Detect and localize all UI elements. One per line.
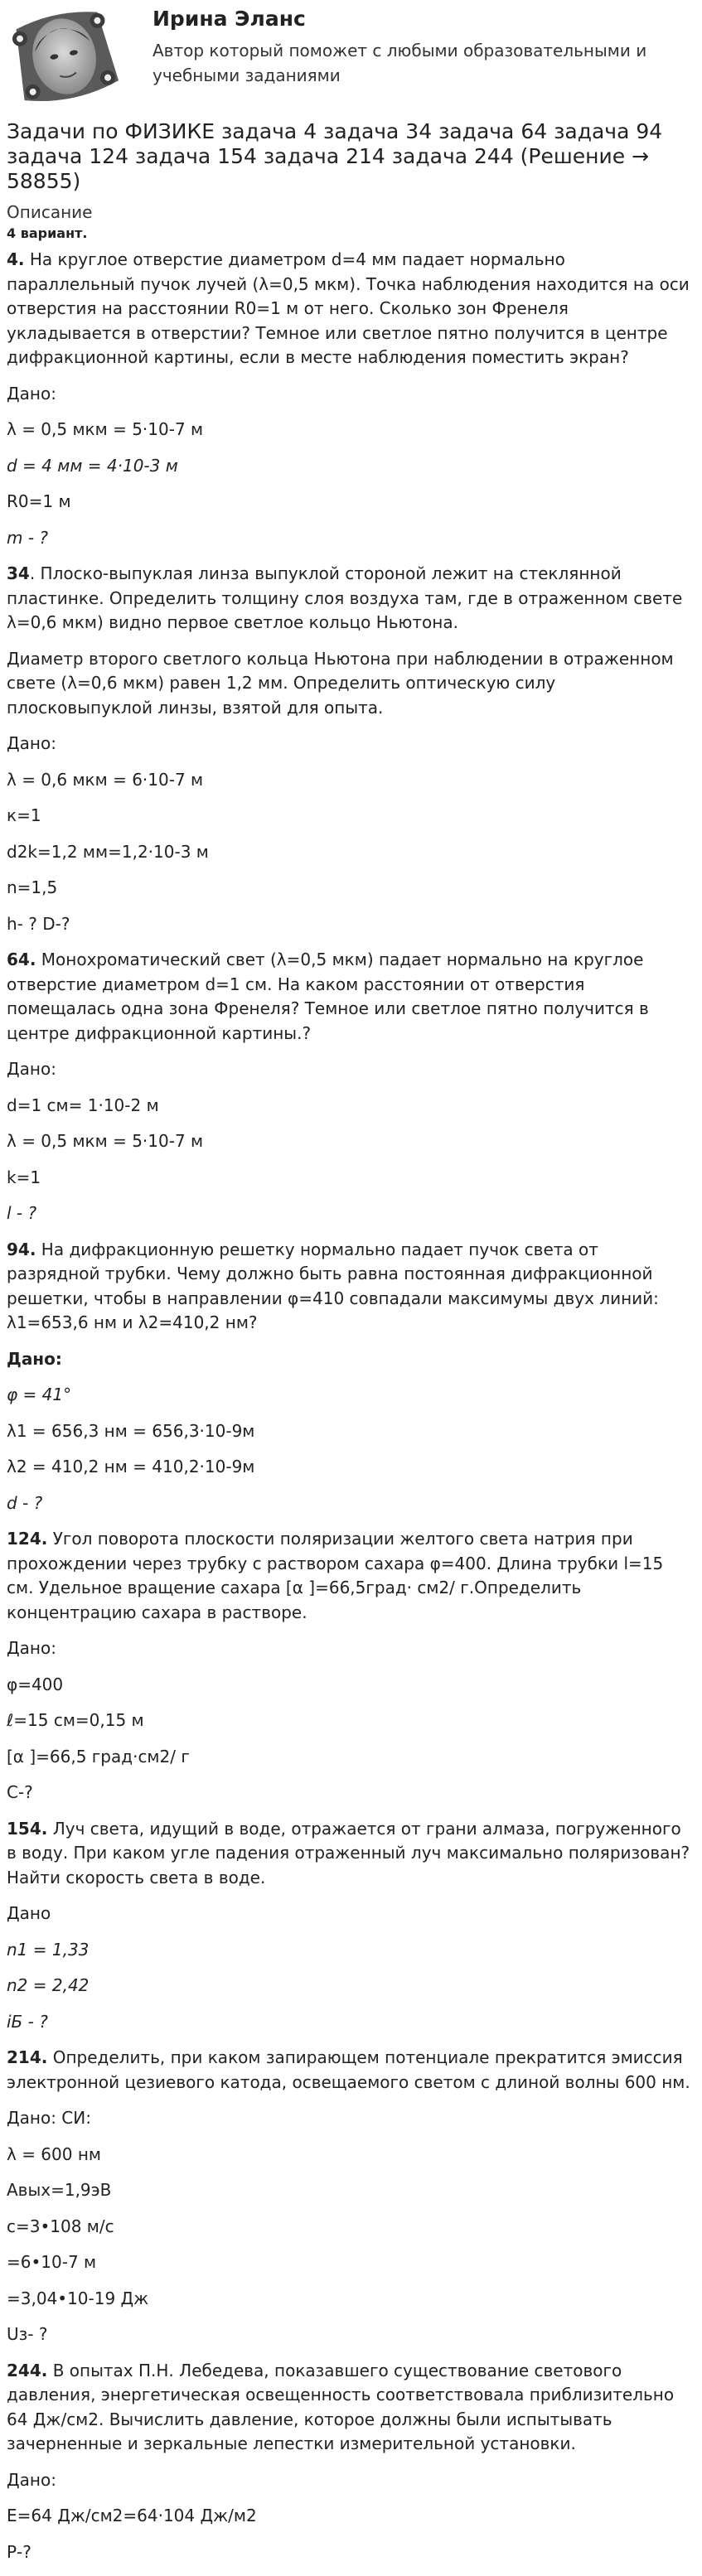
problem-number: 154. — [7, 1818, 48, 1839]
problem-text: Определить, при каком запирающем потенциале прекратится эмиссия электронной цезиевого катода, освещаемого светом с длиной волны 600 нм. — [7, 2047, 690, 2092]
given-line: Uз- ? — [7, 2324, 48, 2344]
problem-94 — [7, 1238, 693, 1516]
given-line: R0=1 м — [7, 491, 71, 511]
given-line: m - ? — [7, 527, 49, 548]
variant-heading: 4 вариант. — [7, 225, 88, 241]
problems-content — [7, 225, 693, 2576]
problem-text: Монохроматический свет (λ=0,5 мкм) падает нормально на круглое отверстие диаметром d=1 см. На каком расстоянии от отверстия помещалась одна зона Френеля? Темное или светлое пятно получится в центре дифракционной картины.? — [7, 950, 649, 1043]
avatar[interactable] — [7, 5, 123, 111]
problem-64 — [7, 948, 693, 1226]
given-label: Дано: — [7, 383, 56, 404]
given-line: λ = 0,5 мкм = 5·10-7 м — [7, 419, 204, 439]
given-line: Е=64 Дж/см2=64·104 Дж/м2 — [7, 2506, 257, 2525]
author-header — [0, 0, 702, 116]
avatar-frame-icon — [7, 5, 123, 111]
given-line: λ2 = 410,2 нм = 410,2·10-9м — [7, 1457, 255, 1476]
problem-4 — [7, 248, 693, 550]
problem-text: Угол поворота плоскости поляризации желтого света натрия при прохождении через трубку с раствором сахара φ=400. Длина трубки l=15 см. Удельное вращение сахара [α ]=66,5град· см2/ г.Определить концентрацию сахара в растворе. — [7, 1529, 664, 1622]
given-line: [α ]=66,5 град·см2/ г — [7, 1746, 190, 1766]
given-line: d - ? — [7, 1492, 43, 1513]
given-line: d=1 см= 1·10-2 м — [7, 1095, 159, 1115]
given-label: Дано: СИ: — [7, 2108, 91, 2128]
problem-text: На круглое отверстие диаметром d=4 мм падает нормально параллельный пучок лучей (λ=0,5 мкм). Точка наблюдения находится на оси отверстия на расстоянии R0=1 м от него. Сколько зон Френеля укладывается в отверстии? Темное или светлое пятно получится в центре дифракционной картины, если в месте наблюдения поместить экран? — [7, 249, 690, 367]
given-line: λ = 0,5 мкм = 5·10-7 м — [7, 1131, 204, 1151]
problem-124 — [7, 1527, 693, 1805]
author-name[interactable]: Ирина Эланс — [153, 7, 306, 31]
problem-154 — [7, 1817, 693, 2035]
problem-244 — [7, 2359, 693, 2565]
given-line: С-? — [7, 1782, 33, 1802]
given-line: l - ? — [7, 1203, 37, 1223]
given-line: n1 = 1,33 — [7, 1939, 90, 1960]
page-title: Задачи по ФИЗИКЕ задача 4 задача 34 задача 64 задача 94 задача 124 задача 154 задача 214 задача 244 (Решение → 58855) — [7, 119, 663, 193]
given-line: с=3•108 м/с — [7, 2216, 114, 2236]
problem-number: 214. — [7, 2047, 48, 2067]
given-line: λ = 0,6 мкм = 6·10-7 м — [7, 769, 204, 790]
problem-number: 64. — [7, 950, 36, 969]
problem-text: Луч света, идущий в воде, отражается от грани алмаза, погруженного в воду. При каком угле падения отраженный луч максимально поляризован? Найти скорость света в воде. — [7, 1818, 690, 1887]
problem-text: . Плоско-выпуклая линза выпуклой стороной лежит на стеклянной пластинке. Определить толщину слоя воздуха там, где в отраженном свете λ=0,6 мкм) видно первое светлое кольцо Ньютона. — [7, 563, 683, 632]
given-label: Дано — [7, 1903, 51, 1923]
given-line: iБ - ? — [7, 2011, 48, 2032]
given-line: d2k=1,2 мм=1,2·10-3 м — [7, 841, 209, 862]
author-description: Автор который поможет с любыми образовательными и учебными заданиями — [153, 41, 647, 85]
given-line: к=1 — [7, 805, 41, 825]
description-label: Описание — [7, 202, 93, 222]
problem-34 — [7, 562, 693, 936]
given-line: =3,04•10-19 Дж — [7, 2288, 149, 2308]
given-line: d = 4 мм = 4·10-3 м — [7, 455, 178, 476]
problem-214 — [7, 2046, 693, 2347]
given-line: Р-? — [7, 2541, 31, 2562]
problem-number: 4. — [7, 249, 25, 269]
given-label: Дано: — [7, 2469, 56, 2490]
given-label: Дано: — [7, 1348, 62, 1369]
given-label: Дано: — [7, 1638, 56, 1658]
given-line: h- ? D-? — [7, 913, 70, 934]
given-line: λ1 = 656,3 нм = 656,3·10-9м — [7, 1420, 255, 1441]
problem-text-continued: Диаметр второго светлого кольца Ньютона при наблюдении в отраженном свете (λ=0,6 мкм) равен 1,2 мм. Определить оптическую силу плосковыпуклой линзы, взятой для опыта. — [7, 648, 674, 718]
given-line: φ = 41° — [7, 1385, 72, 1404]
given-line: k=1 — [7, 1167, 41, 1187]
problem-text: На дифракционную решетку нормально падает пучок света от разрядной трубки. Чему должно быть равна постоянная дифракционной решетки, чтобы в направлении φ=410 совпадали максимумы двух линий: λ1=653,6 нм и λ2=410,2 нм? — [7, 1239, 659, 1332]
given-line: λ = 600 нм — [7, 2143, 102, 2164]
problem-number: 94. — [7, 1239, 36, 1259]
problem-number: 124. — [7, 1529, 48, 1549]
given-line: n2 = 2,42 — [7, 1975, 90, 1995]
given-label: Дано: — [7, 1059, 56, 1079]
problem-text: В опытах П.Н. Лебедева, показавшего существование светового давления, энергетическая освещенность соответствовала приблизительно 64 Дж/см2. Вычислить давление, которое должны были испытывать зачерненные и зеркальные лепестки измерительной установки. — [7, 2360, 675, 2453]
problem-number: 244. — [7, 2360, 48, 2380]
given-line: φ=400 — [7, 1674, 64, 1694]
given-line: =6•10-7 м — [7, 2252, 97, 2272]
given-line: ℓ=15 см=0,15 м — [7, 1710, 144, 1730]
given-label: Дано: — [7, 733, 56, 753]
given-line: n=1,5 — [7, 877, 58, 897]
given-line: Авых=1,9эВ — [7, 2180, 112, 2200]
problem-number: 34 — [7, 563, 30, 583]
